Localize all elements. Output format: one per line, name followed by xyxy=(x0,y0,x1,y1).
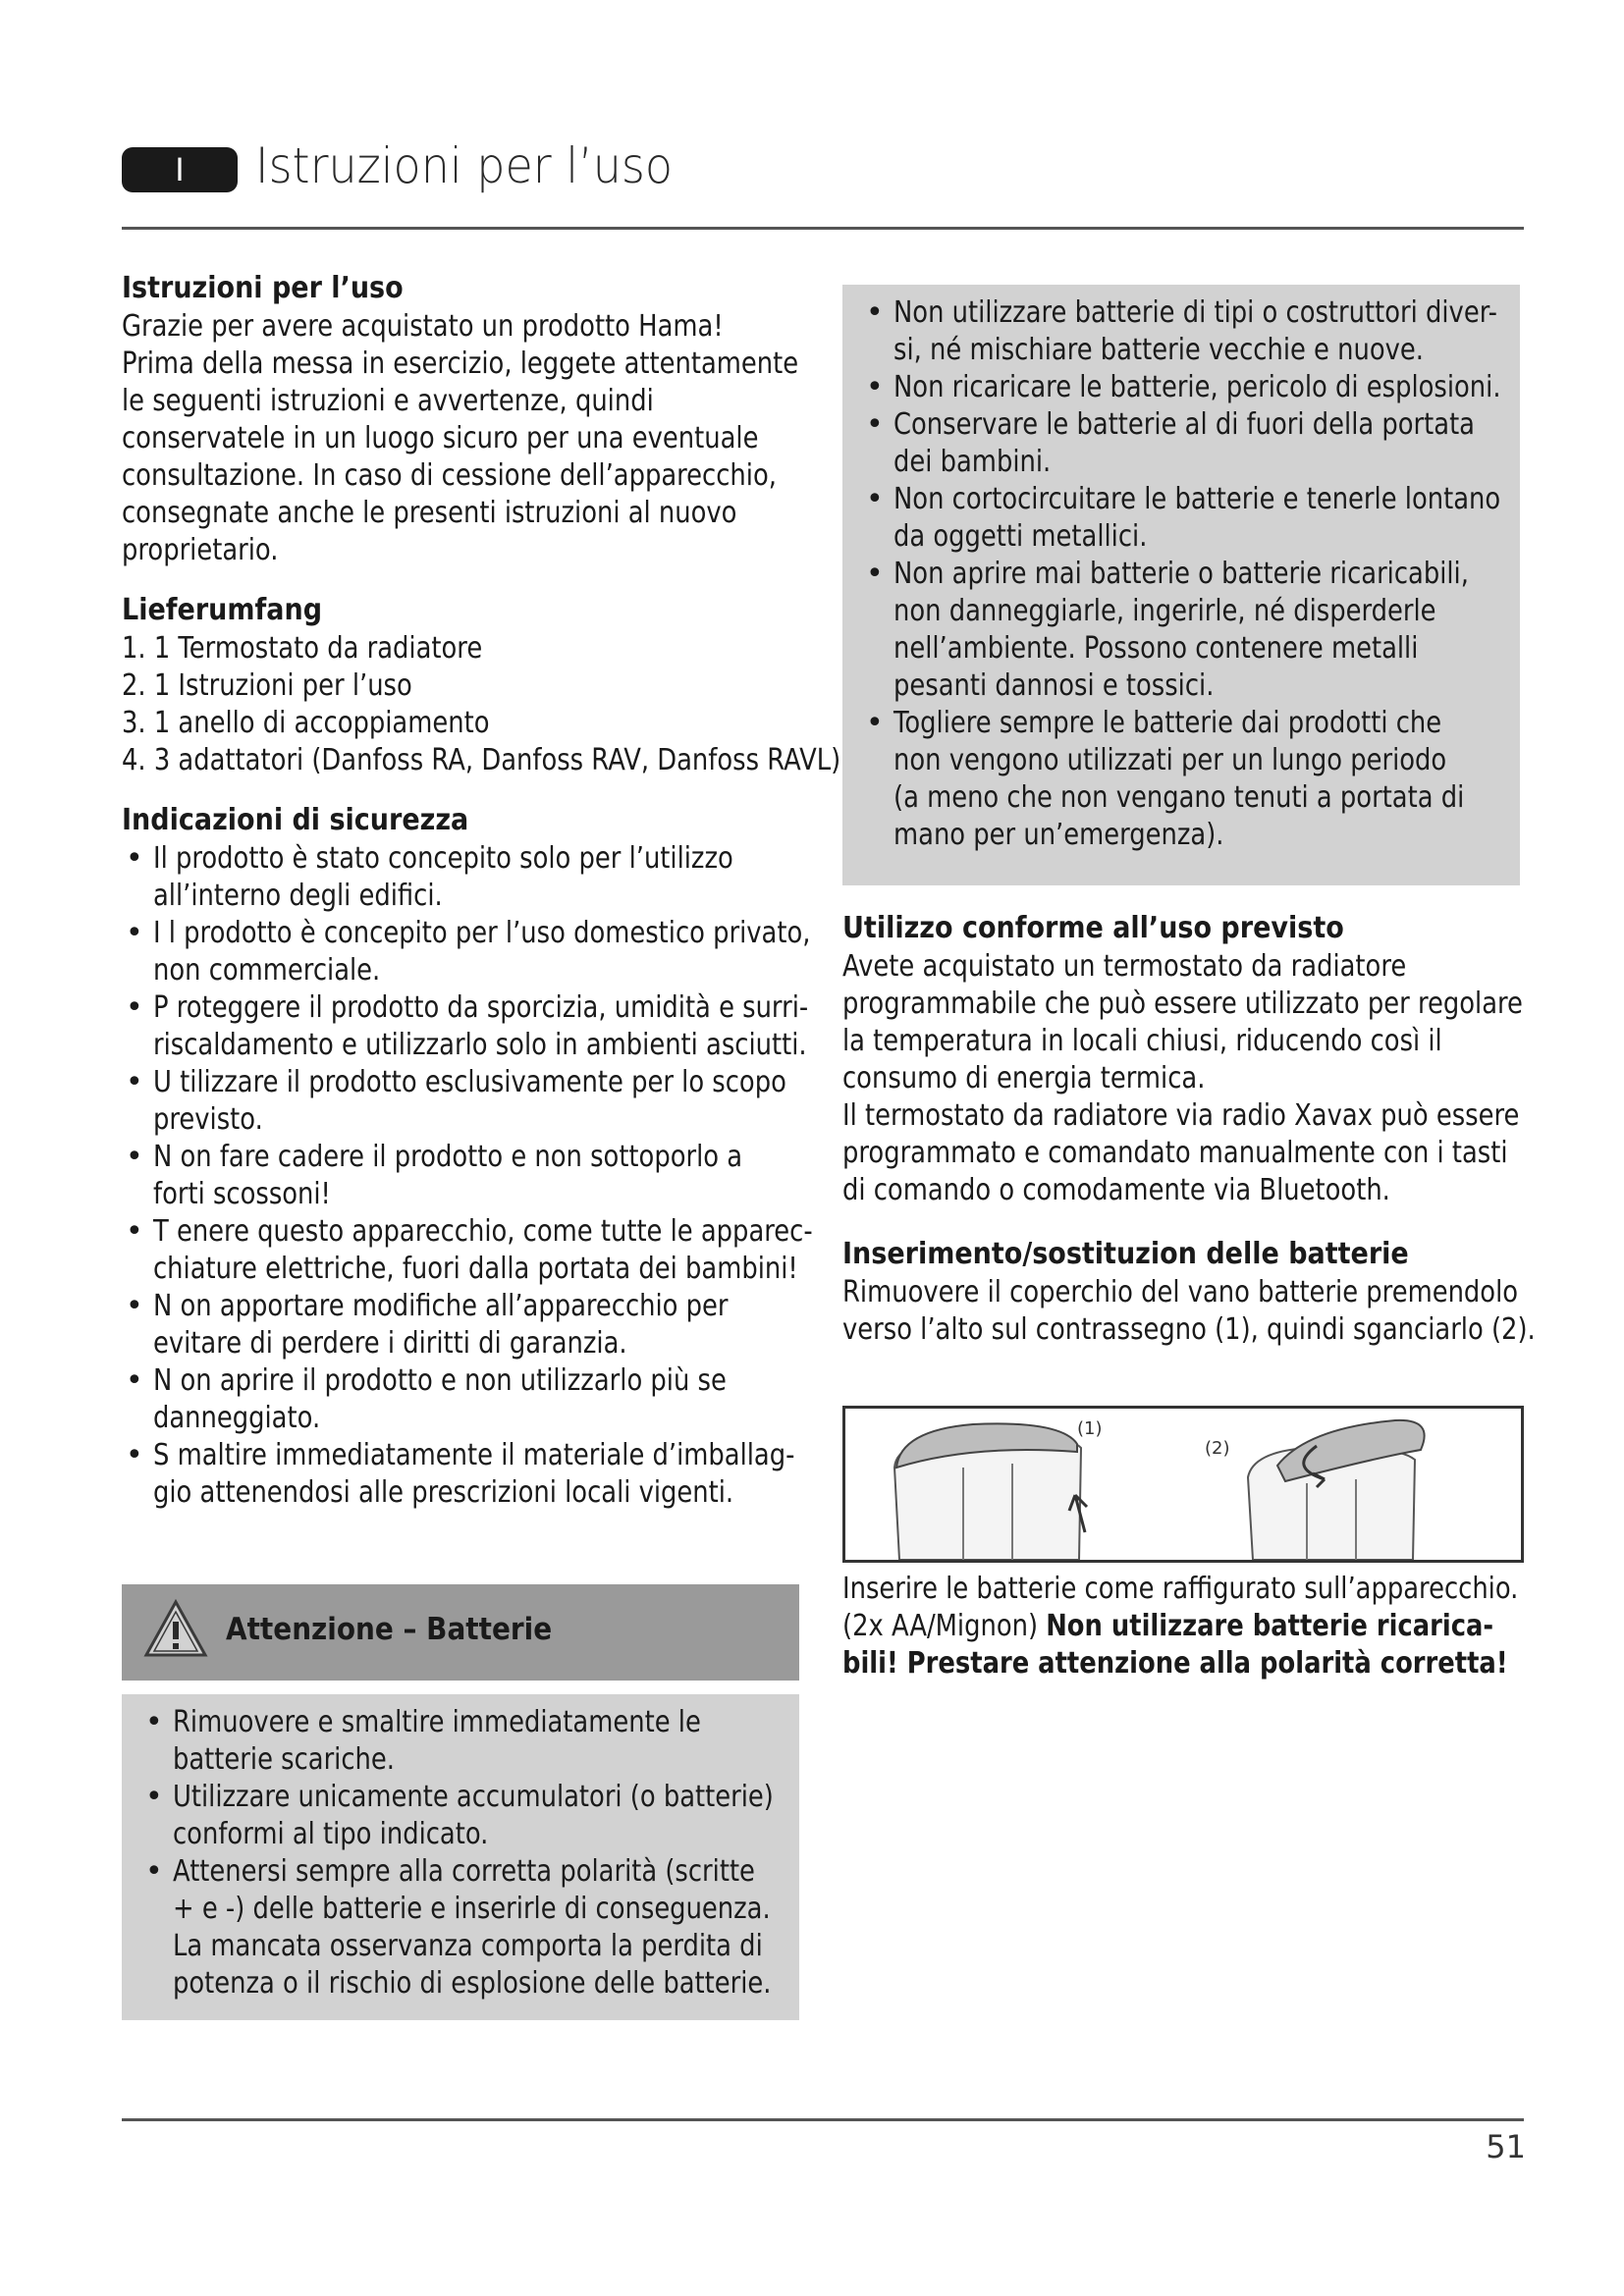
list-item: • Non ricaricare le batterie, pericolo di esplosioni. xyxy=(862,369,1549,406)
safety-list xyxy=(122,840,848,1512)
list-item: 2. 1 Istruzioni per l’uso xyxy=(122,668,412,703)
header-divider xyxy=(122,227,1524,230)
battery-insert-line: Rimuovere il coperchio del vano batterie premendolo xyxy=(842,1275,1519,1309)
list-item: • Non cortocircuitare le batterie e tenerle lontano da oggetti metallici. xyxy=(862,481,1549,556)
intro-line: consegnate anche le presenti istruzioni al nuovo xyxy=(122,496,737,530)
list-item: • U tilizzare il prodotto esclusivamente per lo scopo previsto. xyxy=(122,1064,848,1139)
list-item: • I l prodotto è concepito per l’uso domestico privato, non commerciale. xyxy=(122,915,848,989)
intro-line: Grazie per avere acquistato un prodotto Hama! xyxy=(122,309,724,344)
warning-title: Attenzione – Batterie xyxy=(226,1612,553,1647)
warning-list xyxy=(141,1704,789,2002)
battery-cover-figure xyxy=(842,1406,1524,1563)
intended-use-line: programmabile che può essere utilizzato per regolare xyxy=(842,987,1523,1021)
intro-line: Prima della messa in esercizio, leggete attentamente xyxy=(122,347,799,381)
battery-insert-after xyxy=(842,1571,1589,1682)
list-item: • Rimuovere e smaltire immediatamente le batterie scariche. xyxy=(141,1704,789,1779)
language-badge: I xyxy=(122,147,238,192)
list-item: • P roteggere il prodotto da sporcizia, umidità e surri- riscaldamento e utilizzarlo solo in ambienti asciutti. xyxy=(122,989,848,1064)
intro-line: consultazione. In caso di cessione dell’apparecchio, xyxy=(122,458,777,493)
list-item: • S maltire immediatamente il materiale d’imballag- gio attenendosi alle prescrizioni locali vigenti. xyxy=(122,1437,848,1512)
thermostat-illustration xyxy=(845,1409,1521,1560)
safety-heading: Indicazioni di sicurezza xyxy=(122,803,469,837)
intended-use-line: Il termostato da radiatore via radio Xavax può essere xyxy=(842,1098,1520,1133)
list-item: • N on apportare modifiche all’apparecchio per evitare di perdere i diritti di garanzia. xyxy=(122,1288,848,1362)
intended-use-line: la temperatura in locali chiusi, riducendo così il xyxy=(842,1024,1442,1058)
battery-insert-after-line: (2x AA/Mignon) Non utilizzare batterie ricarica- xyxy=(842,1609,1494,1643)
list-item: • Il prodotto è stato concepito solo per l’utilizzo all’interno degli edifici. xyxy=(122,840,848,915)
intended-use-line: consumo di energia termica. xyxy=(842,1061,1206,1095)
list-item: 4. 3 adattatori (Danfoss RA, Danfoss RAV, Danfoss RAVL) xyxy=(122,743,841,777)
contents-heading: Lieferumfang xyxy=(122,593,323,627)
list-item: • N on fare cadere il prodotto e non sottoporlo a forti scossoni! xyxy=(122,1139,848,1213)
warning-header xyxy=(122,1584,799,1681)
battery-insert-after-line: bili! Prestare attenzione alla polarità corretta! xyxy=(842,1646,1508,1681)
intended-use-line: programmato e comandato manualmente con i tasti xyxy=(842,1136,1508,1170)
intro-line: le seguenti istruzioni e avvertenze, quindi xyxy=(122,384,654,418)
list-item: • Utilizzare unicamente accumulatori (o batterie) conformi al tipo indicato. xyxy=(141,1779,789,1853)
list-item: • Non aprire mai batterie o batterie ricaricabili, non danneggiarle, ingerirle, né disperderle nell’ambiente. Possono contenere metalli pesanti dannosi e tossici. xyxy=(862,556,1549,705)
left-column xyxy=(122,269,848,1512)
intended-use-line: di comando o comodamente via Bluetooth. xyxy=(842,1173,1390,1207)
intended-use-line: Avete acquistato un termostato da radiatore xyxy=(842,949,1407,984)
battery-insert-heading: Inserimento/sostituzion delle batterie xyxy=(842,1237,1409,1271)
intro-heading: Istruzioni per l’uso xyxy=(122,271,404,305)
list-item: • T enere questo apparecchio, come tutte le apparec- chiature elettriche, fuori dalla portata dei bambini! xyxy=(122,1213,848,1288)
intro-line: conservatele in un luogo sicuro per una eventuale xyxy=(122,421,759,455)
intended-use-heading: Utilizzo conforme all’uso previsto xyxy=(842,911,1344,945)
battery-notes-list xyxy=(862,294,1549,854)
figure-label-2: (2) xyxy=(1205,1438,1230,1459)
page-title: Istruzioni per l’uso xyxy=(255,137,673,194)
footer-divider xyxy=(122,2118,1524,2121)
warning-triangle-icon xyxy=(143,1598,208,1659)
list-item: • Non utilizzare batterie di tipi o costruttori diver- si, né mischiare batterie vecchie e nuove. xyxy=(862,294,1549,369)
battery-insert-line: verso l’alto sul contrassegno (1), quindi sganciarlo (2). xyxy=(842,1312,1536,1347)
list-item: • Attenersi sempre alla corretta polarità (scritte + e -) delle batterie e inserirle di conseguenza. La mancata osservanza comporta la perdita di potenza o il rischio di esplosione delle batterie. xyxy=(141,1853,789,2002)
page-number: 51 xyxy=(1486,2128,1526,2165)
warning-body xyxy=(122,1694,799,2020)
right-column xyxy=(842,909,1589,1349)
list-item: • Togliere sempre le batterie dai prodotti che non vengono utilizzati per un lungo periodo (a meno che non vengano tenuti a portata di mano per un’emergenza). xyxy=(862,705,1549,854)
battery-insert-after-line: Inserire le batterie come raffigurato sull’apparecchio. xyxy=(842,1572,1519,1606)
list-item: 1. 1 Termostato da radiatore xyxy=(122,631,483,666)
contents-list xyxy=(122,630,848,779)
list-item: 3. 1 anello di accoppiamento xyxy=(122,706,490,740)
list-item: • Conservare le batterie al di fuori della portata dei bambini. xyxy=(862,406,1549,481)
battery-notes-box xyxy=(842,285,1520,885)
list-item: • N on aprire il prodotto e non utilizzarlo più se danneggiato. xyxy=(122,1362,848,1437)
figure-label-1: (1) xyxy=(1077,1418,1103,1439)
intro-line: proprietario. xyxy=(122,533,279,567)
